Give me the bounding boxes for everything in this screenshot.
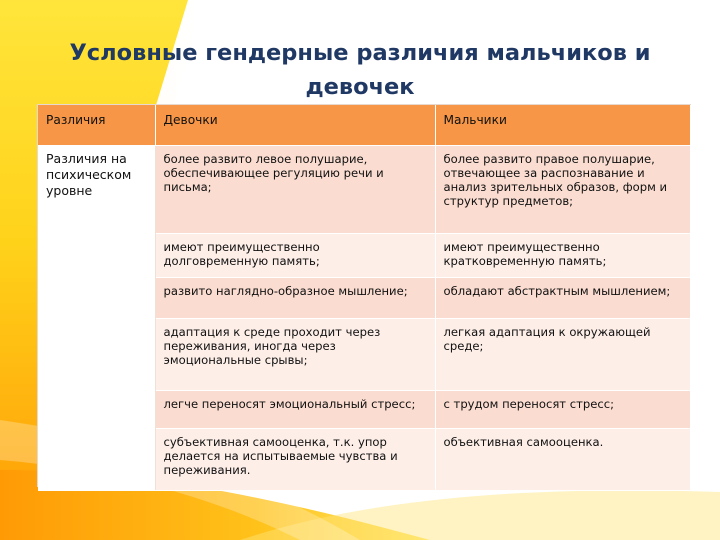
header-boys: Мальчики: [435, 105, 690, 146]
boys-cell: обладают абстрактным мышлением;: [435, 278, 690, 319]
category-psychological-level: Различия на психическом уровне: [38, 146, 155, 491]
header-differences: Различия: [38, 105, 155, 146]
header-girls: Девочки: [155, 105, 435, 146]
girls-cell: развито наглядно-образное мышление;: [155, 278, 435, 319]
boys-cell: легкая адаптация к окружающей среде;: [435, 319, 690, 391]
boys-cell: имеют преимущественно кратковременную память;: [435, 234, 690, 278]
boys-cell: объективная самооценка.: [435, 429, 690, 491]
comparison-table-container: [38, 105, 690, 486]
boys-cell: более развито правое полушарие, отвечающее за распознавание и анализ зрительных образов, форм и структур предметов;: [435, 146, 690, 234]
table-header-row: [38, 105, 690, 146]
boys-cell: с трудом переносят стресс;: [435, 391, 690, 429]
girls-cell: имеют преимущественно долговременную память;: [155, 234, 435, 278]
table-row: [38, 146, 690, 234]
girls-cell: легче переносят эмоциональный стресс;: [155, 391, 435, 429]
comparison-table: [38, 105, 691, 491]
girls-cell: субъективная самооценка, т.к. упор делается на испытываемые чувства и переживания.: [155, 429, 435, 491]
slide-title: Условные гендерные различия мальчиков и девочек: [69, 40, 651, 100]
girls-cell: адаптация к среде проходит через переживания, иногда через эмоциональные срывы;: [155, 319, 435, 391]
girls-cell: более развито левое полушарие, обеспечивающее регуляцию речи и письма;: [155, 146, 435, 234]
